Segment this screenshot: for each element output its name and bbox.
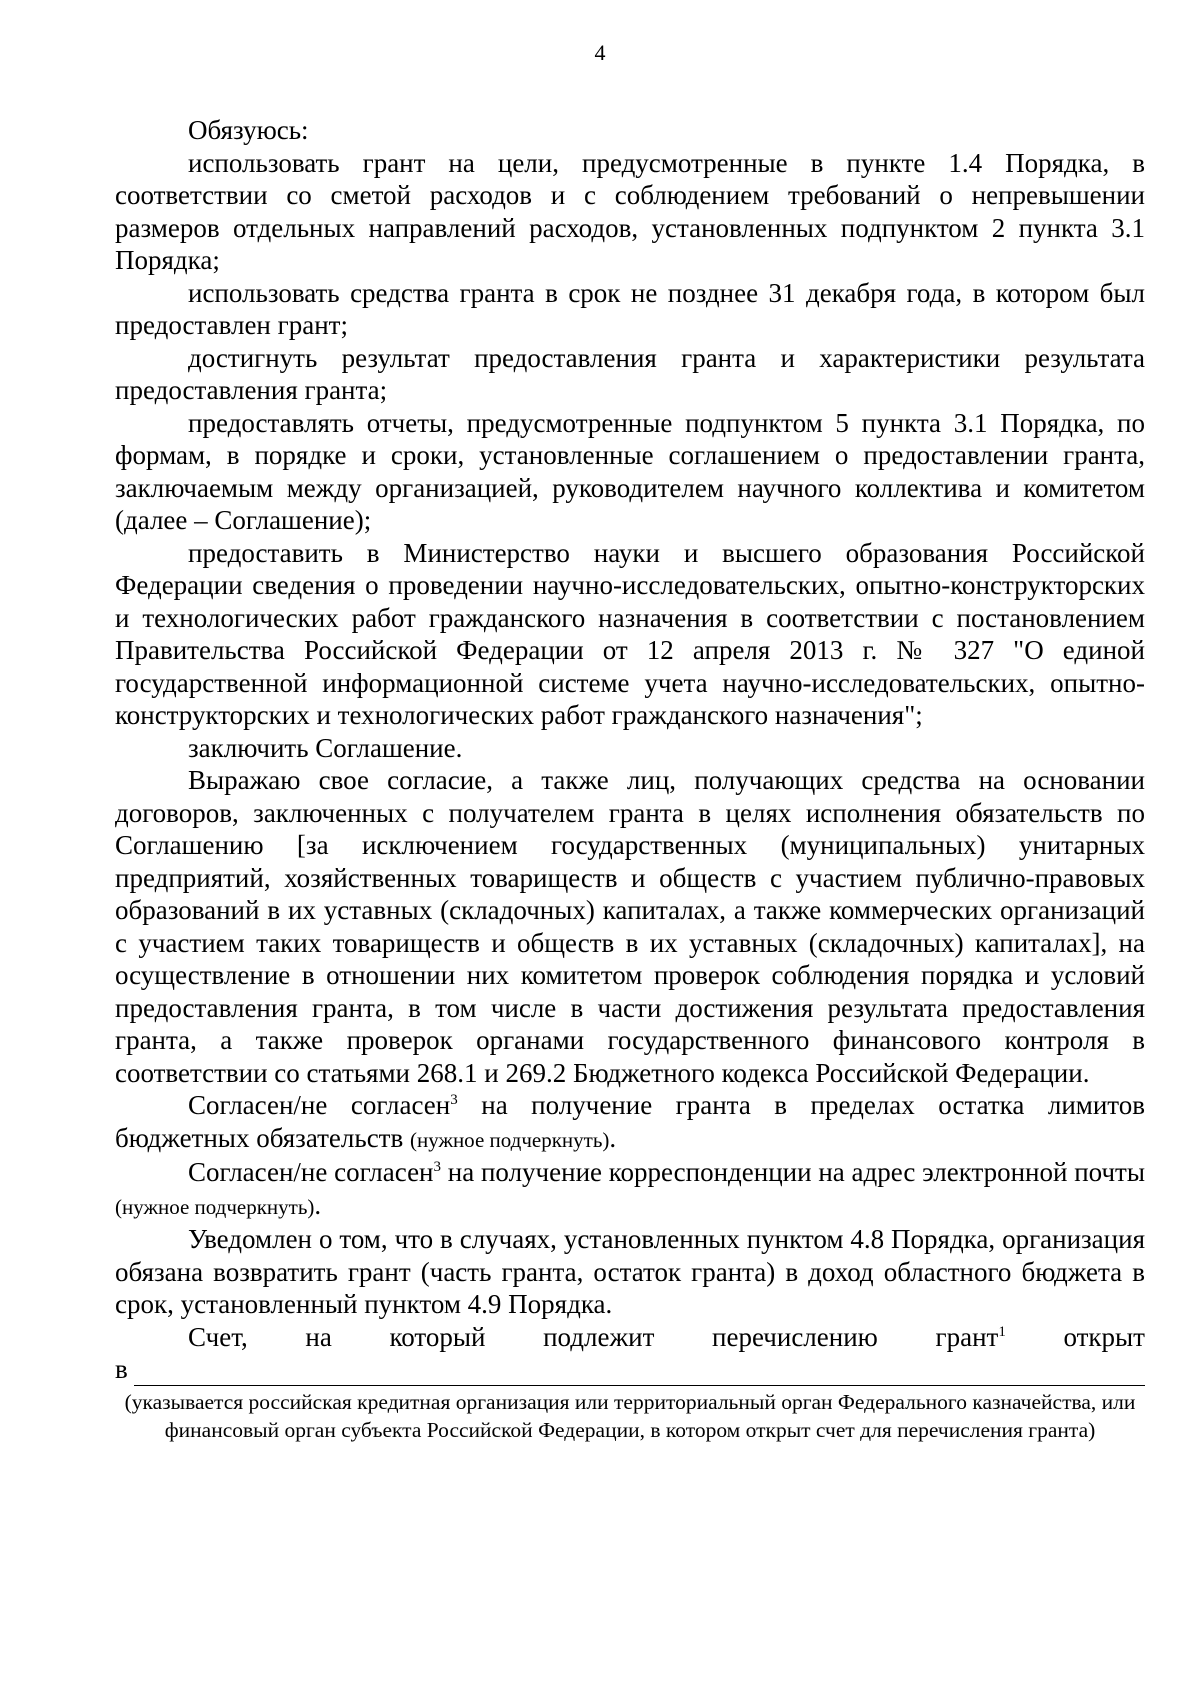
consent-limits-text: на получение гранта в пределах остатка лимитов бюджетных обязательств xyxy=(115,1090,1145,1153)
account-blank-row xyxy=(115,1353,1145,1386)
consent-inspections: Выражаю свое согласие, а также лиц, получающих средства на основании договоров, заключенных с получателем гранта в целях исполнения обязательств по Соглашению [за исключением государственных (муниципальных) унитарных предприятий, хозяйственных товариществ и обществ с участием публично-правовых образований в их уставных (складочных) капиталах, а также коммерческих организаций с участием таких товариществ и обществ в их уставных (складочных) капиталах], на осуществление в отношении них комитетом проверок соблюдения порядка и условий предоставления гранта, в том числе в части достижения результата предоставления гранта, а также проверок органами государственного финансового контроля в соответствии со статьями 268.1 и 269.2 Бюджетного кодекса Российской Федерации. xyxy=(115,765,1145,1088)
footnote-ref: 3 xyxy=(433,1159,442,1175)
page-number: 4 xyxy=(594,40,606,65)
obligations-heading: Обязуюсь: xyxy=(188,115,309,145)
consent-limits-end: . xyxy=(609,1122,617,1153)
obligation-result: достигнуть результат предоставления гранта и характеристики результата предоставления гранта; xyxy=(115,342,1145,405)
bank-name-blank-line[interactable] xyxy=(134,1359,1145,1386)
consent-limits-lead: Согласен/не согласен xyxy=(188,1090,451,1120)
consent-limits xyxy=(115,1089,1145,1156)
consent-email-text: на получение корреспонденции на адрес электронной почты xyxy=(441,1157,1145,1187)
account-statement xyxy=(115,1321,1145,1354)
consent-email-lead: Согласен/не согласен xyxy=(188,1157,434,1187)
consent-email-note: (нужное подчеркнуть) xyxy=(115,1194,315,1219)
bank-name-caption: (указывается российская кредитная организация или территориальный орган Федерального казначейства, или финансовый орган субъекта Российской Федерации, в котором открыт счет для перечисления гранта) xyxy=(124,1389,1136,1442)
consent-limits-note: (нужное подчеркнуть) xyxy=(409,1127,610,1152)
obligation-deadline: использовать средства гранта в срок не позднее 31 декабря года, в котором был предоставлен грант; xyxy=(115,277,1145,340)
obligation-agreement: заключить Соглашение. xyxy=(188,732,463,763)
footnote-ref: 1 xyxy=(998,1323,1006,1340)
document-body xyxy=(115,114,1145,1444)
consent-email-end: . xyxy=(314,1189,322,1220)
blank-prefix: в xyxy=(115,1354,128,1384)
footnote-ref: 3 xyxy=(450,1092,458,1108)
obligation-use-grant: использовать грант на цели, предусмотренные в пункте 1.4 Порядка, в соответствии со сметой расходов и с соблюдением требований о непревышении размеров отдельных направлений расходов, установленных подпунктом 2 пункта 3.1 Порядка; xyxy=(115,147,1145,275)
consent-email xyxy=(115,1156,1145,1223)
notice-return-grant: Уведомлен о том, что в случаях, установленных пунктом 4.8 Порядка, организация обязана возвратить грант (часть гранта, остаток гранта) в доход областного бюджета в срок, установленный пунктом 4.9 Порядка. xyxy=(115,1224,1145,1319)
obligation-reports: предоставлять отчеты, предусмотренные подпунктом 5 пункта 3.1 Порядка, по формам, в порядке и сроки, установленные соглашением о предоставлении гранта, заключаемым между организацией, руководителем научного коллектива и комитетом (далее – Соглашение); xyxy=(115,407,1145,535)
obligation-ministry-info: предоставить в Министерство науки и высшего образования Российской Федерации сведения о проведении научно-исследовательских, опытно-конструкторских и технологических работ гражданского назначения в соответствии с постановлением Правительства Российской Федерации от 12 апреля 2013 г. № 327 "О единой государственной информационной системе учета научно-исследовательских, опытно-конструкторских и технологических работ гражданского назначения"; xyxy=(115,537,1145,730)
account-statement-end: открыт xyxy=(1005,1321,1145,1352)
account-statement-lead: Счет, на который подлежит перечислению грант xyxy=(188,1321,999,1352)
